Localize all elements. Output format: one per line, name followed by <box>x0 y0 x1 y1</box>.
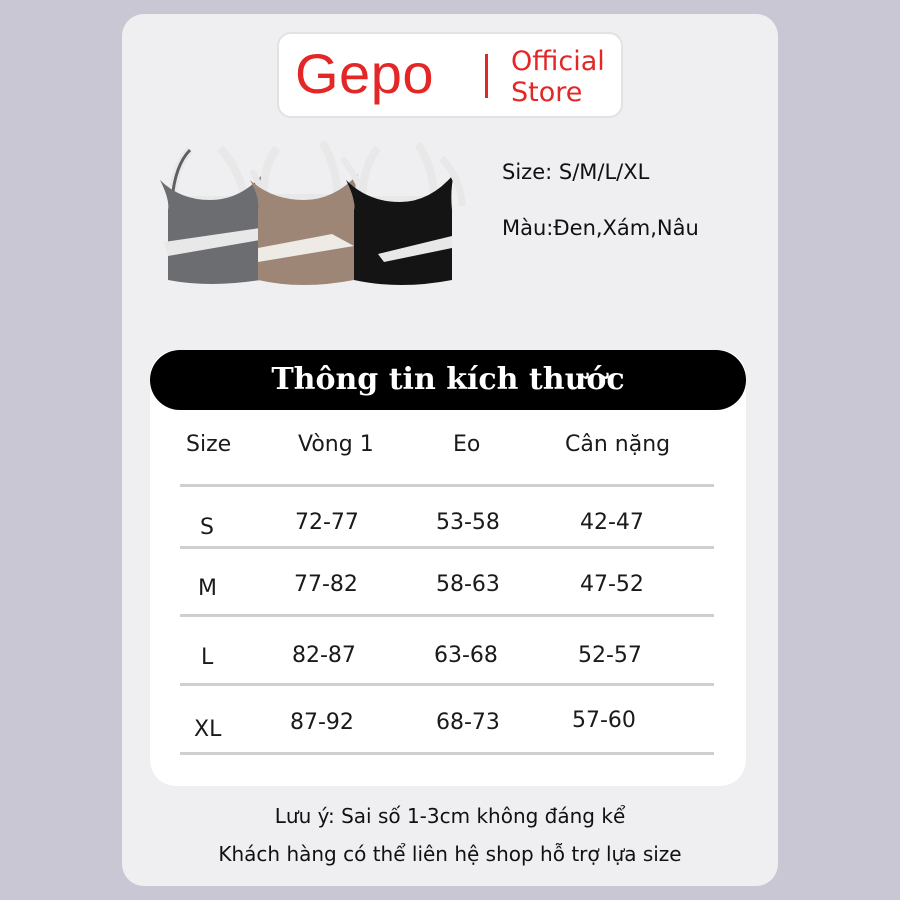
tolerance-note: Lưu ý: Sai số 1-3cm không đáng kể <box>274 804 626 828</box>
table-cell: XL <box>194 717 222 742</box>
table-cell: 58-63 <box>436 572 500 597</box>
table-divider <box>180 546 714 549</box>
table-cell: 82-87 <box>292 643 356 668</box>
header-weight: Cân nặng <box>565 432 671 457</box>
size-table-title: Thông tin kích thước <box>150 350 746 410</box>
table-cell: M <box>198 576 217 601</box>
color-options-text: Màu:Đen,Xám,Nâu <box>502 216 699 240</box>
logo-subtitle <box>511 46 605 108</box>
table-cell: 77-82 <box>294 572 358 597</box>
header-waist: Eo <box>453 432 481 457</box>
bra-gray <box>160 148 268 284</box>
header-size: Size <box>186 432 232 457</box>
table-cell: S <box>200 515 214 540</box>
contact-note: Khách hàng có thể liên hệ shop hỗ trợ lựa size <box>218 842 682 866</box>
table-divider <box>180 752 714 755</box>
bra-brown <box>250 142 366 285</box>
header-bust: Vòng 1 <box>298 432 374 457</box>
table-cell: 57-60 <box>572 708 636 733</box>
table-cell: L <box>201 645 214 670</box>
table-cell: 87-92 <box>290 710 354 735</box>
table-cell: 42-47 <box>580 510 644 535</box>
table-divider <box>180 683 714 686</box>
table-divider <box>180 484 714 487</box>
logo-brand: Gepo <box>295 42 434 105</box>
table-cell: 53-58 <box>436 510 500 535</box>
bra-black <box>346 144 462 285</box>
table-cell: 63-68 <box>434 643 498 668</box>
table-divider <box>180 614 714 617</box>
logo-divider <box>485 54 488 98</box>
table-cell: 72-77 <box>295 510 359 535</box>
store-logo <box>277 32 623 118</box>
size-options-text: Size: S/M/L/XL <box>502 160 650 184</box>
table-cell: 68-73 <box>436 710 500 735</box>
table-cell: 52-57 <box>578 643 642 668</box>
table-cell: 47-52 <box>580 572 644 597</box>
logo-sub-line2: Store <box>511 77 583 108</box>
logo-sub-line1: Official <box>511 46 605 77</box>
product-image <box>150 130 470 300</box>
